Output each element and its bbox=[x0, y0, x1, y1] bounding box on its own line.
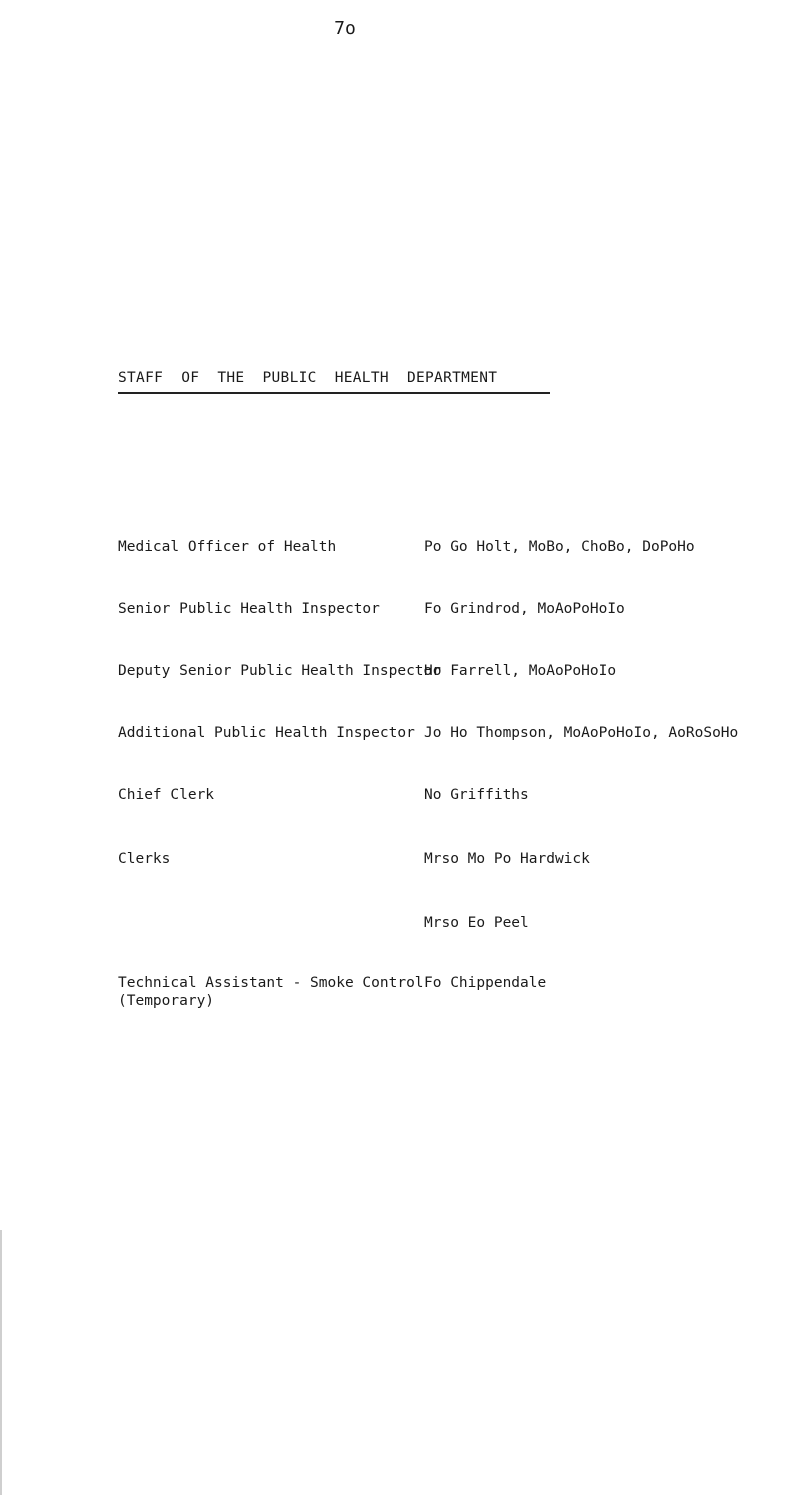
staff-role: Senior Public Health Inspector bbox=[118, 601, 380, 617]
staff-name: Fo Chippendale bbox=[424, 975, 547, 991]
title-underline bbox=[118, 392, 550, 394]
staff-role: Deputy Senior Public Health Inspector bbox=[118, 663, 442, 679]
staff-name: Mrso Mo Po Hardwick bbox=[424, 851, 590, 867]
staff-name: No Griffiths bbox=[424, 787, 529, 803]
staff-role-line: Technical Assistant - Smoke Control bbox=[118, 975, 424, 991]
staff-name: Ho Farrell, MoAoPoHoIo bbox=[424, 663, 617, 679]
page-title: STAFF OF THE PUBLIC HEALTH DEPARTMENT bbox=[118, 370, 498, 386]
staff-name: Mrso Eo Peel bbox=[424, 915, 529, 931]
staff-name: Jo Ho Thompson, MoAoPoHoIo, AoRoSoHo bbox=[424, 725, 739, 741]
staff-role-note: (Temporary) bbox=[118, 993, 215, 1009]
staff-role: Clerks bbox=[118, 851, 171, 867]
page-number: 7o bbox=[334, 18, 356, 39]
staff-role: Medical Officer of Health bbox=[118, 539, 337, 555]
staff-name: Fo Grindrod, MoAoPoHoIo bbox=[424, 601, 625, 617]
page-edge-shadow bbox=[0, 1230, 2, 1495]
staff-role: Additional Public Health Inspector bbox=[118, 725, 415, 741]
staff-role bbox=[118, 974, 424, 1010]
staff-name: Po Go Holt, MoBo, ChoBo, DoPoHo bbox=[424, 539, 695, 555]
staff-role: Chief Clerk bbox=[118, 787, 215, 803]
